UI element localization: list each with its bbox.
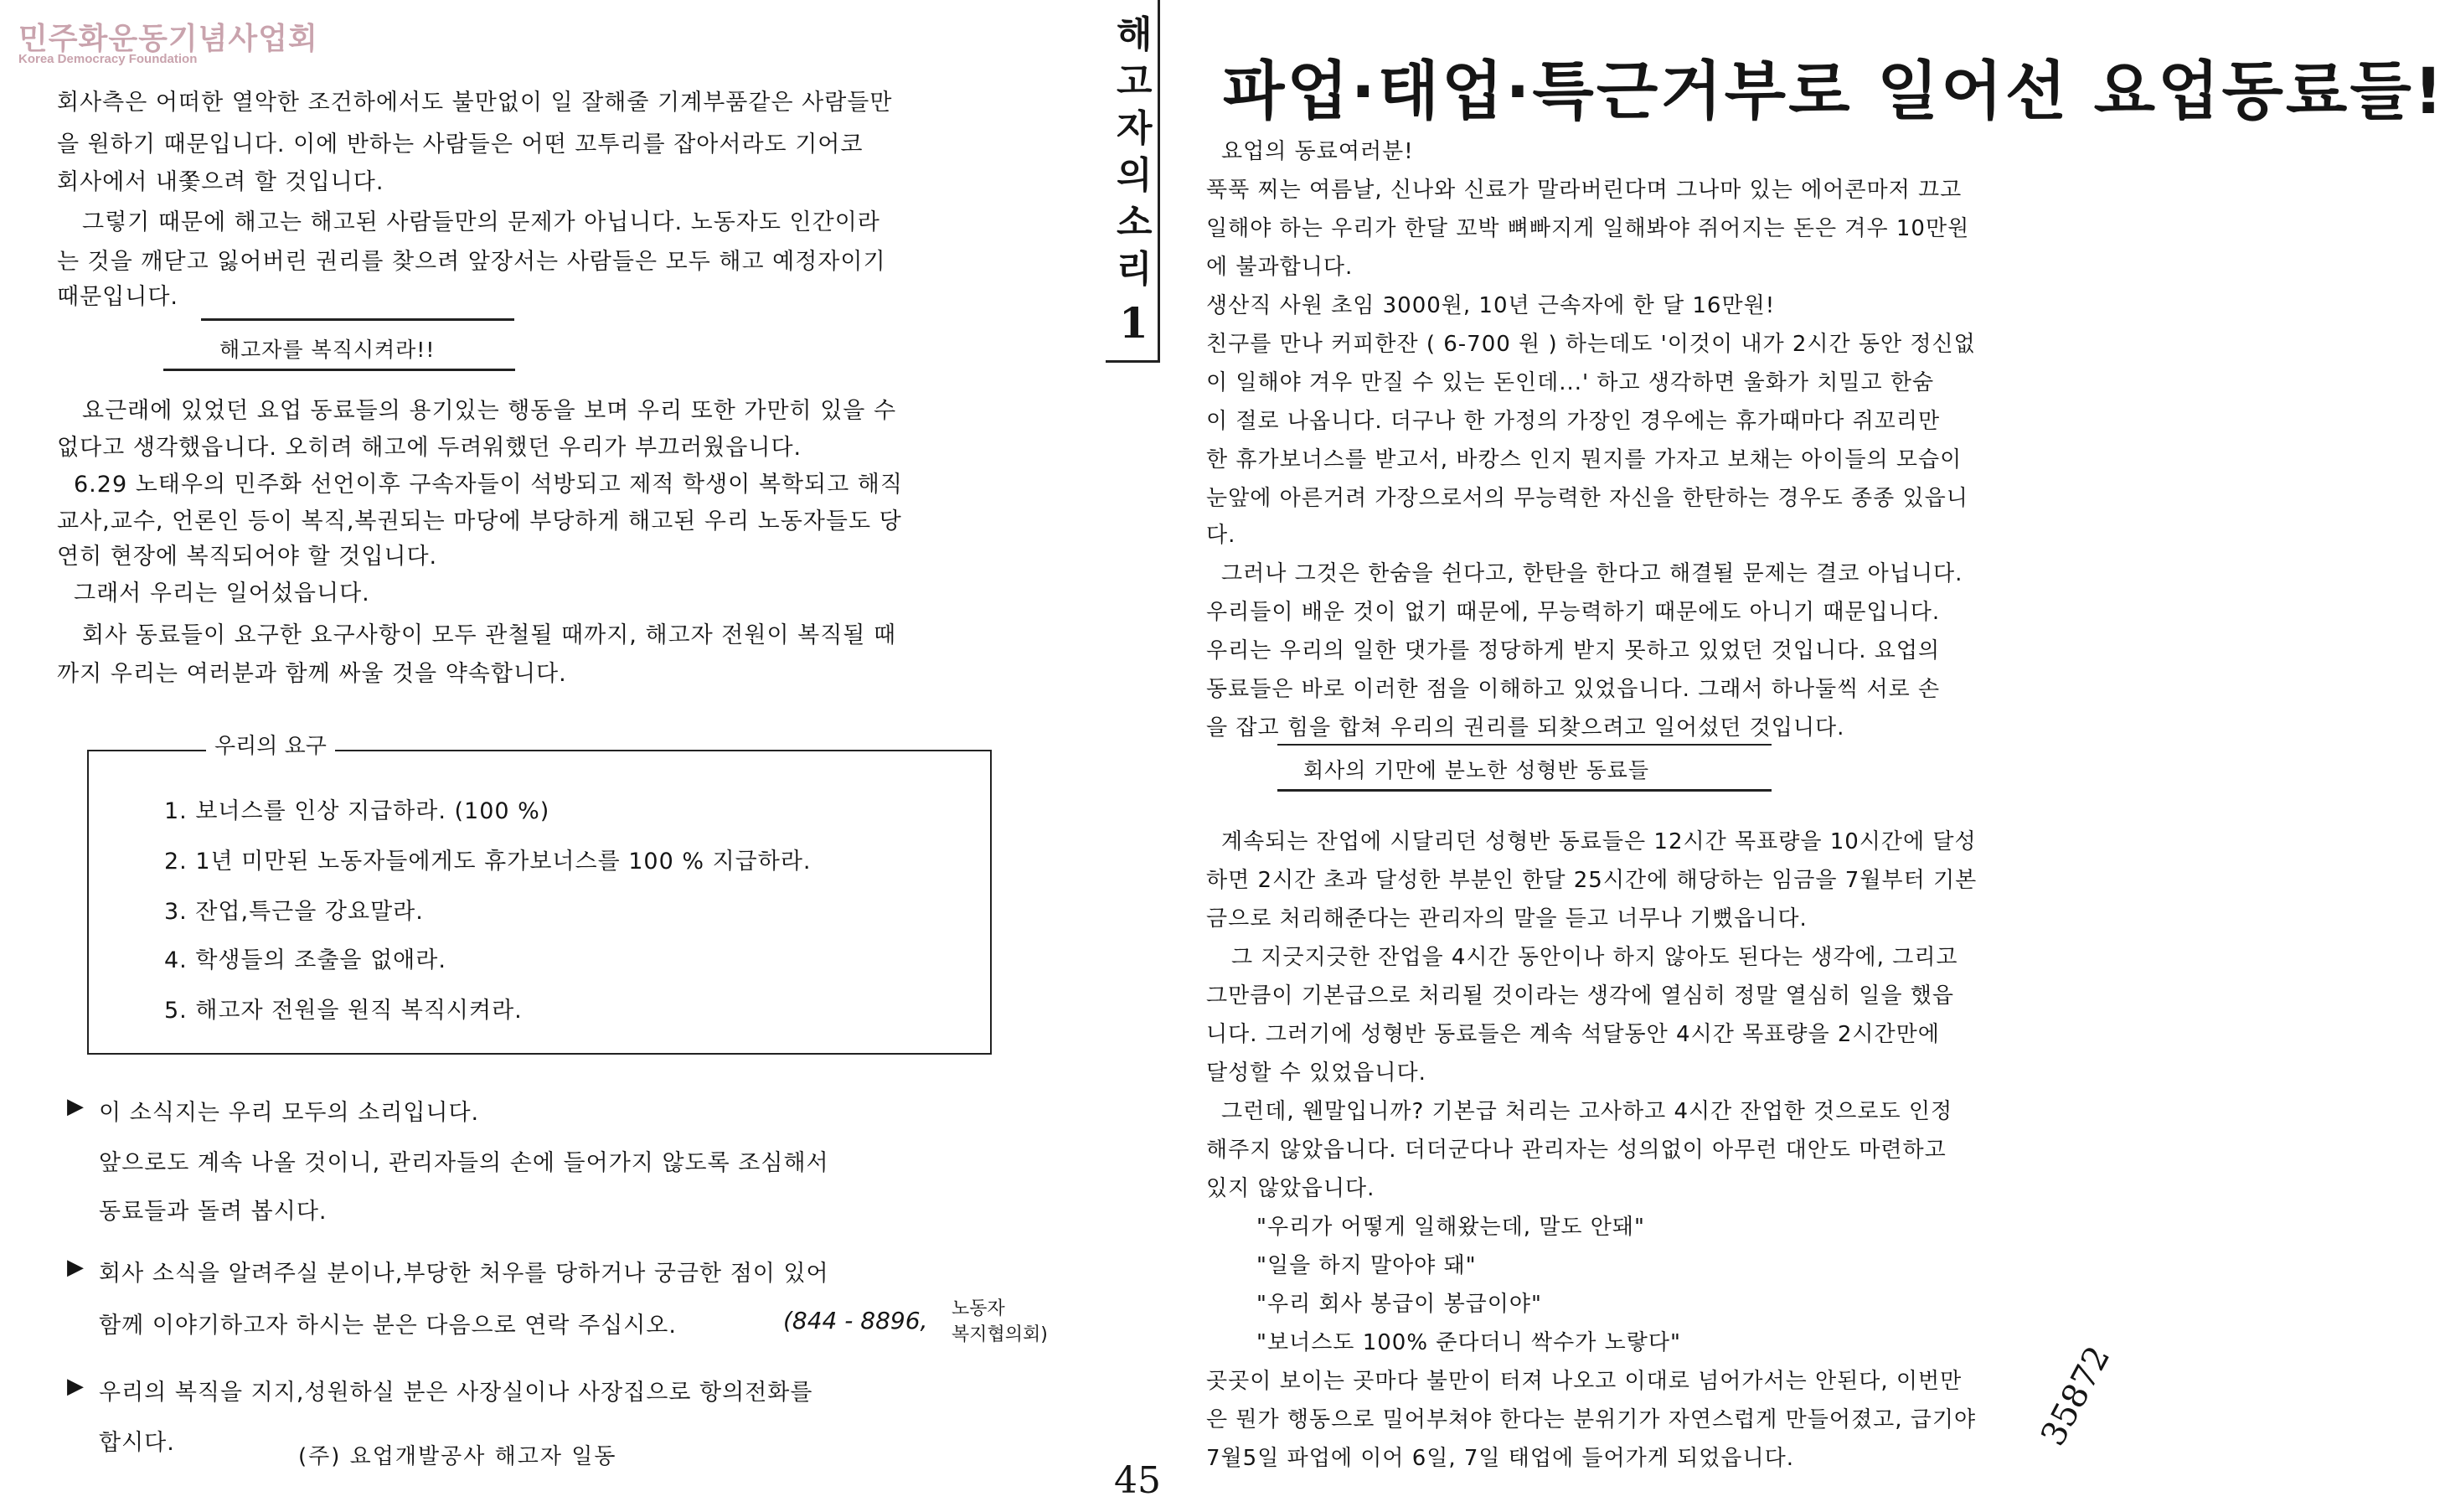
watermark-korean: 민주화운동기념사업회 — [18, 22, 318, 56]
text-line: 까지 우리는 여러분과 함께 싸울 것을 약속합니다. — [57, 661, 567, 687]
text-line: 한 휴가보너스를 받고서, 바캉스 인지 뭔지를 가자고 보채는 아이들의 모습이 — [1206, 447, 1963, 472]
text-line: 회사 소식을 알려주실 분이나,부당한 처우를 당하거나 궁금한 점이 있어 — [99, 1261, 829, 1287]
text-line: 이 소식지는 우리 모두의 소리입니다. — [99, 1100, 480, 1126]
section-heading: 회사의 기만에 분노한 성형반 동료들 — [1303, 758, 1650, 782]
triangle-bullet-icon: ▶ — [67, 1255, 84, 1280]
heading-rule — [163, 369, 515, 371]
demand-item: 3. 잔업,특근을 강요말라. — [164, 899, 424, 925]
triangle-bullet-icon: ▶ — [67, 1374, 84, 1399]
text-line: 눈앞에 아른거려 가장으로서의 무능력한 자신을 한탄하는 경우도 종종 있읍니 — [1206, 486, 1968, 511]
text-line: 6.29 노태우의 민주화 선언이후 구속자들이 석방되고 제적 학생이 복학되고 해직 — [74, 472, 903, 498]
heading-rule — [1277, 789, 1772, 792]
text-line: 7월5일 파업에 이어 6일, 7일 태업에 들어가게 되었읍니다. — [1206, 1446, 1794, 1471]
demand-item: 4. 학생들의 조출을 없애라. — [164, 947, 446, 973]
text-line: 회사측은 어떠한 열악한 조건하에서도 불만없이 일 잘해줄 기계부품같은 사람들만 — [57, 90, 893, 116]
vertical-title-char: 자 — [1117, 107, 1153, 150]
phone-org-line: 복지협의회) — [952, 1324, 1048, 1345]
text-line: 계속되는 잔업에 시달리던 성형반 동료들은 12시간 목표량을 10시간에 달성 — [1221, 829, 1977, 854]
text-line: 합시다. — [99, 1430, 175, 1456]
demand-item: 1. 보너스를 인상 지급하라. (100 %) — [164, 798, 550, 824]
vertical-title — [1117, 12, 1153, 293]
text-line: 그러나 그것은 한숨을 쉰다고, 한탄을 한다고 해결될 문제는 결코 아닙니다. — [1221, 561, 1963, 586]
text-line: 은 뭔가 행동으로 밀어부쳐야 한다는 분위기가 자연스럽게 만들어졌고, 급기야 — [1206, 1407, 1977, 1432]
text-line: 이 절로 나옵니다. 더구나 한 가정의 가장인 경우에는 휴가때마다 쥐꼬리만 — [1206, 409, 1941, 434]
vertical-title-char: 소 — [1117, 201, 1153, 244]
text-line: 니다. 그러기에 성형반 동료들은 계속 석달동안 4시간 목표량을 2시간만에 — [1206, 1022, 1940, 1047]
text-line: 회사에서 내쫓으려 할 것입니다. — [57, 169, 384, 195]
quote-line: "보너스도 100% 준다더니 싹수가 노랗다" — [1256, 1330, 1681, 1355]
text-line: 에 불과합니다. — [1206, 255, 1354, 280]
headline: 파업·태업·특근거부로 일어선 요업동료들! — [1223, 54, 2445, 128]
phone-number: (844 - 8896, — [783, 1307, 928, 1334]
text-line: 다. — [1206, 523, 1236, 548]
vertical-title-char: 의 — [1117, 154, 1153, 197]
text-line: 우리의 복직을 지지,성원하실 분은 사장실이나 사장집으로 항의전화를 — [99, 1380, 813, 1406]
text-line: 있지 않았읍니다. — [1206, 1176, 1375, 1201]
text-line: 금으로 처리해준다는 관리자의 말을 듣고 너무나 기뻤읍니다. — [1206, 906, 1808, 931]
triangle-bullet-icon: ▶ — [67, 1094, 84, 1119]
text-line: 이 일해야 겨우 만질 수 있는 돈인데...' 하고 생각하면 울화가 치밀고 한숨 — [1206, 370, 1935, 395]
text-line: 교사,교수, 언론인 등이 복직,복권되는 마당에 부당하게 해고된 우리 노동자들도 당 — [57, 508, 902, 534]
text-line: 을 원하기 때문입니다. 이에 반하는 사람들은 어떤 꼬투리를 잡아서라도 기어코 — [57, 132, 864, 157]
text-line: 그만큼이 기본급으로 처리될 것이라는 생각에 열심히 정말 열심히 일을 했읍 — [1206, 983, 1954, 1009]
vertical-title-char: 고 — [1117, 60, 1153, 103]
quote-line: "우리가 어떻게 일해왔는데, 말도 안돼" — [1256, 1215, 1645, 1240]
text-line: 앞으로도 계속 나올 것이니, 관리자들의 손에 들어가지 않도록 조심해서 — [99, 1150, 829, 1176]
text-line: 하면 2시간 초과 달성한 부분인 한달 25시간에 해당하는 임금을 7월부터 기본 — [1206, 868, 1978, 893]
text-line: 우리는 우리의 일한 댓가를 정당하게 받지 못하고 있었던 것입니다. 요업의 — [1206, 638, 1941, 663]
text-line: 생산직 사원 초임 3000원, 10년 근속자에 한 달 16만원! — [1206, 293, 1776, 318]
quote-line: "우리 회사 봉급이 봉급이야" — [1256, 1292, 1542, 1317]
signature: (주) 요업개발공사 해고자 일동 — [298, 1444, 617, 1469]
text-line: 해주지 않았읍니다. 더더군다나 관리자는 성의없이 아무런 대안도 마련하고 — [1206, 1138, 1947, 1163]
text-line: 푹푹 찌는 여름날, 신나와 신료가 말라버린다며 그나마 있는 에어콘마저 끄고 — [1206, 178, 1963, 203]
quote-line: "일을 하지 말아야 돼" — [1256, 1253, 1477, 1278]
text-line: 요업의 동료여러분! — [1221, 139, 1414, 164]
text-line: 없다고 생각했읍니다. 오히려 해고에 두려워했던 우리가 부끄러웠읍니다. — [57, 435, 802, 461]
text-line: 동료들과 돌려 봅시다. — [99, 1199, 328, 1225]
text-line: 그 지긋지긋한 잔업을 4시간 동안이나 하지 않아도 된다는 생각에, 그리고 — [1231, 945, 1958, 970]
archive-number: 35872 — [2034, 1339, 2118, 1453]
text-line: 요근래에 있었던 요업 동료들의 용기있는 행동을 보며 우리 또한 가만히 있을 수 — [82, 398, 897, 424]
heading-rule — [1277, 744, 1772, 746]
vertical-title-char: 리 — [1117, 248, 1153, 291]
phone-org-line: 노동자 — [952, 1298, 1005, 1319]
text-line: 는 것을 깨닫고 잃어버린 권리를 찾으려 앞장서는 사람들은 모두 해고 예정자이기 — [57, 249, 886, 275]
text-line: 그래서 우리는 일어섰읍니다. — [74, 581, 370, 606]
demands-label: 우리의 요구 — [206, 729, 335, 760]
text-line: 그런데, 웬말입니까? 기본급 처리는 고사하고 4시간 잔업한 것으로도 인정 — [1221, 1099, 1953, 1124]
text-line: 그렇기 때문에 해고는 해고된 사람들만의 문제가 아닙니다. 노동자도 인간이라 — [82, 209, 880, 235]
text-line: 함께 이야기하고자 하시는 분은 다음으로 연락 주십시오. — [99, 1313, 677, 1339]
text-line: 친구를 만나 커피한잔 ( 6-700 원 ) 하는데도 '이것이 내가 2시간 동안 정신없 — [1206, 332, 1976, 357]
demand-item: 5. 해고자 전원을 원직 복직시켜라. — [164, 998, 523, 1024]
section-heading: 해고자를 복직시켜라!! — [219, 338, 436, 362]
vertical-title-char: 해 — [1117, 13, 1153, 56]
text-line: 동료들은 바로 이러한 점을 이해하고 있었읍니다. 그래서 하나둘씩 서로 손 — [1206, 677, 1941, 702]
text-line: 연히 현장에 복직되어야 할 것입니다. — [57, 544, 438, 570]
text-line: 우리들이 배운 것이 없기 때문에, 무능력하기 때문에도 아니기 때문입니다. — [1206, 600, 1941, 625]
demand-item: 2. 1년 미만된 노동자들에게도 휴가보너스를 100 % 지급하라. — [164, 849, 812, 875]
issue-number: 1 — [1119, 298, 1148, 348]
text-line: 을 잡고 힘을 합쳐 우리의 권리를 되찾으려고 일어섰던 것입니다. — [1206, 715, 1845, 741]
text-line: 달성할 수 있었읍니다. — [1206, 1060, 1426, 1086]
text-line: 회사 동료들이 요구한 요구사항이 모두 관철될 때까지, 해고자 전원이 복직될 때 — [82, 622, 897, 648]
page-number: 45 — [1114, 1459, 1161, 1502]
heading-rule — [201, 318, 514, 321]
text-line: 때문입니다. — [57, 284, 178, 310]
text-line: 곳곳이 보이는 곳마다 불만이 터져 나오고 이대로 넘어가서는 안된다, 이번만 — [1206, 1369, 1963, 1394]
text-line: 일해야 하는 우리가 한달 꼬박 뼈빠지게 일해봐야 쥐어지는 돈은 겨우 10만원 — [1206, 216, 1970, 241]
watermark-english: Korea Democracy Foundation — [18, 52, 198, 66]
